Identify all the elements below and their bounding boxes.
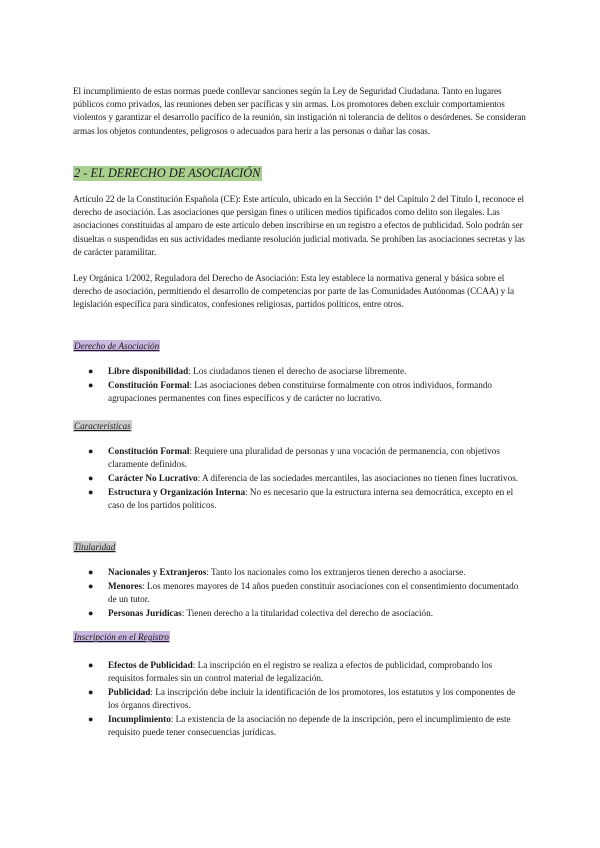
list-item: ● Incumplimiento: La existencia de la asociación no depende de la inscripción, pero el incumplimiento de este requisito puede tener consecuencias jurídicas. bbox=[88, 714, 511, 737]
list-item: ● Publicidad: La inscripción debe incluir la identificación de los promotores, los estatutos y los componentes de los órganos directivos. bbox=[88, 687, 516, 710]
subsection-list-inscripcion bbox=[73, 659, 528, 740]
list-item: ● Nacionales y Extranjeros: Tanto los nacionales como los extranjeros tienen derecho a asociarse. bbox=[88, 567, 466, 577]
list-item: ● Constitución Formal: Requiere una pluralidad de personas y una vocación de permanencia, con objetivos claramente definidos. bbox=[88, 446, 500, 469]
list-item: ● Estructura y Organización Interna: No es necesario que la estructura interna sea democrática, excepto en el caso de los partidos políticos. bbox=[88, 487, 514, 510]
subsection-heading-inscripcion: Inscripción en el Registro bbox=[74, 632, 169, 642]
section-title: 2 - EL DERECHO DE ASOCIACIÓN bbox=[74, 166, 261, 180]
bullet-icon: ● bbox=[88, 487, 94, 497]
list-item: ● Constitución Formal: Las asociaciones deben constituirse formalmente con otros individuos, formando agrupaciones permanentes con fines específicos y de carácter no lucrativo. bbox=[88, 380, 493, 403]
list-item: ● Menores: Los menores mayores de 14 años pueden constituir asociaciones con el consentimiento documentado de un tutor. bbox=[88, 581, 519, 604]
bullet-icon: ● bbox=[88, 380, 94, 390]
bullet-icon: ● bbox=[88, 446, 94, 456]
list-item: ● Libre disponibilidad: Los ciudadanos tienen el derecho de asociarse libremente. bbox=[88, 366, 407, 376]
subsection-heading-derecho: Derecho de Asociación bbox=[74, 341, 160, 351]
intro-paragraph: El incumplimiento de estas normas puede conllevar sanciones según la Ley de Seguridad Ciudadana. Tanto en lugares públicos como privados, las reuniones deben ser pacíficas y sin armas. Los promotores deben excluir comportamientos violentos y garantizar el desarrollo pacífico de la reunión, sin instigación ni tolerancia de delitos o desórdenes. Se consideran armas los objetos contundentes, peligrosos o adecuados para herir a las personas o dañar las cosas. bbox=[73, 86, 526, 136]
bullet-icon: ● bbox=[88, 366, 94, 376]
bullet-icon: ● bbox=[88, 714, 94, 724]
list-item: ● Carácter No Lucrativo: A diferencia de las sociedades mercantiles, las asociaciones no tienen fines lucrativos. bbox=[88, 473, 519, 483]
subsection-heading-caracteristicas: Características bbox=[74, 421, 131, 431]
article-22-paragraph: Artículo 22 de la Constitución Española (CE): Este artículo, ubicado en la Sección 1ª del Capítulo 2 del Título I, reconoce el derecho de asociación. Las asociaciones que persigan fines o utilicen medios tipificados como delito son ilegales. Las asociaciones constituidas al amparo de este artículo deben inscribirse en un registro a efectos de publicidad. Solo podrán ser disueltas o suspendidas en sus actividades mediante resolución judicial motivada. Se prohíben las asociaciones secretas y las de carácter paramilitar. bbox=[73, 194, 525, 257]
bullet-icon: ● bbox=[88, 687, 94, 697]
bullet-icon: ● bbox=[88, 608, 94, 618]
subsection-list-titularidad bbox=[73, 566, 528, 621]
list-item: ● Personas Jurídicas: Tienen derecho a la titularidad colectiva del derecho de asociación. bbox=[88, 608, 434, 618]
bullet-icon: ● bbox=[88, 473, 94, 483]
subsection-heading-titularidad: Titularidad bbox=[74, 542, 116, 552]
bullet-icon: ● bbox=[88, 660, 94, 670]
list-item: ● Efectos de Publicidad: La inscripción en el registro se realiza a efectos de publicidad, comprobando los requisitos formales sin un control material de legalización. bbox=[88, 660, 493, 683]
subsection-list-caracteristicas bbox=[73, 445, 528, 513]
bullet-icon: ● bbox=[88, 581, 94, 591]
subsection-list-derecho bbox=[73, 365, 528, 406]
ley-organica-paragraph: Ley Orgánica 1/2002, Reguladora del Derecho de Asociación: Esta ley establece la normativa general y básica sobre el derecho de asociación, permitiendo el desarrollo de competencias por parte de las Comunidades Autónomas (CCAA) y la legislación específica para sindicatos, confesiones religiosas, partidos políticos, entre otros. bbox=[73, 273, 514, 310]
bullet-icon: ● bbox=[88, 567, 94, 577]
